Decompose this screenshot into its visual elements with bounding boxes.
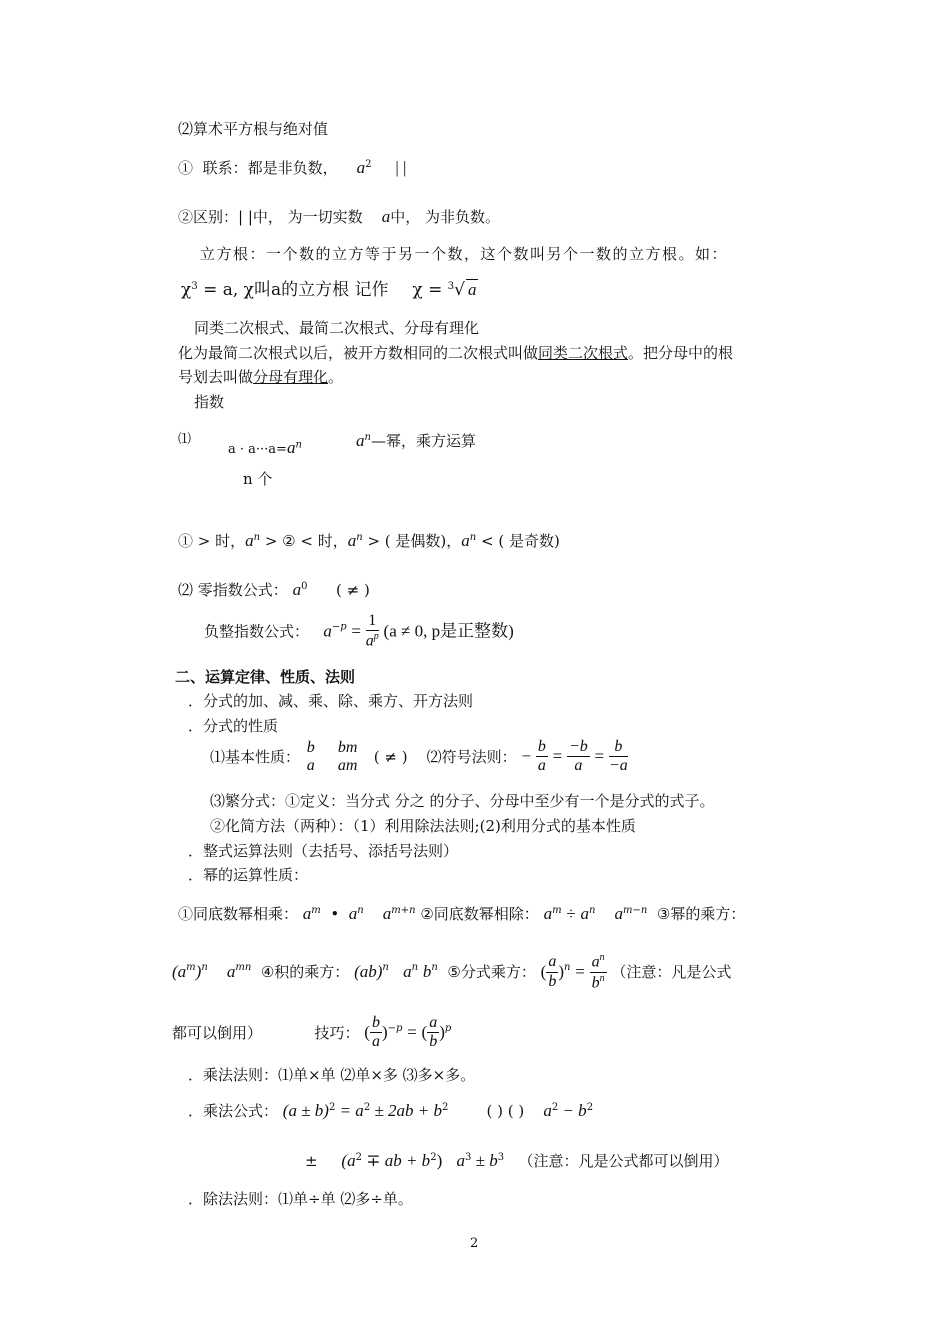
exp: p xyxy=(444,1022,452,1034)
exp: 2 xyxy=(365,159,372,170)
exp: n xyxy=(563,962,571,974)
exp: 2 xyxy=(355,1152,362,1163)
denominator: b xyxy=(591,974,600,992)
basic-cond: ( ≠ ) xyxy=(373,747,408,766)
formula-part: (a xyxy=(341,1151,356,1170)
numerator: a xyxy=(546,953,558,972)
rule-label: ④积的乘方： xyxy=(260,963,350,982)
rule-label: ①同底数幂相乘： xyxy=(178,905,299,923)
product-text: a · a···a= xyxy=(228,442,287,457)
exp: n xyxy=(357,905,364,916)
complex-fraction-def: ⑶繁分式：①定义：当分式 分之 的分子、分母中至少有一个是分式的式子。 xyxy=(210,792,715,810)
arith-sqrt-title: ⑵算术平方根与绝对值 xyxy=(178,120,329,138)
b-var: b xyxy=(422,962,432,982)
simplify-methods: ②化简方法（两种）：（1）利用除法法则;(2)利用分式的基本性质 xyxy=(210,817,636,835)
rule-label: ②同底数幂相除： xyxy=(420,905,539,923)
power-desc-text: —幂，乘方运算 xyxy=(370,432,476,450)
root-index: 3 xyxy=(447,281,455,292)
zero-label: ⑵ 零指数公式： xyxy=(178,581,288,599)
power-base: (a xyxy=(172,962,187,982)
sign-text: ① > 时， xyxy=(178,532,246,550)
formula-part: − b xyxy=(558,1101,587,1120)
equals: = xyxy=(407,1022,417,1042)
chi: χ xyxy=(181,280,192,300)
page-number: 2 xyxy=(470,1236,479,1251)
paren-blanks: ( ) ( ) xyxy=(486,1102,525,1120)
section-heading-2: 二、运算定律、性质、法则 xyxy=(175,668,356,686)
para-text: 号划去叫做 xyxy=(178,368,254,386)
power-desc xyxy=(356,431,476,451)
cube-root-def: 立方根：一个数的立方等于另一个数，这个数叫另个一数的立方根。如： xyxy=(200,245,729,263)
note-text: 都可以倒用） xyxy=(172,1023,263,1042)
para-text: 。 xyxy=(328,368,344,386)
denominator xyxy=(366,631,379,651)
like-radicals-para-2 xyxy=(178,368,343,386)
numerator: a xyxy=(427,1014,439,1033)
paren: ) xyxy=(439,1022,445,1042)
a-var: a xyxy=(356,158,366,177)
note-text: （注意：凡是公式 xyxy=(611,963,732,982)
exp: −p xyxy=(387,1022,403,1034)
exp: mn xyxy=(235,962,252,974)
equals: = xyxy=(552,746,563,766)
like-radicals-title: 同类二次根式、最简二次根式、分母有理化 xyxy=(194,319,480,337)
numerator: −b xyxy=(567,738,590,757)
term-like-radicals: 同类二次根式 xyxy=(538,344,629,362)
exponent-product xyxy=(228,438,302,458)
sign-text: > ② < 时， xyxy=(264,532,348,550)
exp: n xyxy=(201,962,208,974)
a-var: a xyxy=(403,962,412,982)
exp: 2 xyxy=(551,1102,559,1113)
fraction-bm-am xyxy=(336,739,360,776)
denominator: b xyxy=(548,972,557,990)
paren: ) xyxy=(436,1151,443,1170)
rule-label: ③幂的乘方： xyxy=(656,905,746,923)
numerator: a xyxy=(591,953,600,971)
radicand: a xyxy=(467,280,477,299)
exp: n xyxy=(588,905,596,916)
equals: = xyxy=(594,746,605,766)
multiplication-formulas-2 xyxy=(305,1151,728,1171)
denominator: a xyxy=(306,756,315,774)
multiplication-rules: ．乘法法则：⑴单×单 ⑵单×多 ⑶多×多。 xyxy=(188,1066,476,1084)
formula-label: ．乘法公式： xyxy=(188,1102,279,1120)
sign-text: < ( 是奇数) xyxy=(481,532,560,550)
a-var: a xyxy=(461,531,470,550)
exp: n xyxy=(469,532,477,543)
formula-part: = a xyxy=(335,1101,364,1120)
term-rationalize: 分母有理化 xyxy=(253,368,329,386)
fraction-1 xyxy=(536,738,548,776)
pm: ± xyxy=(305,1152,318,1170)
den-var: a xyxy=(365,632,374,650)
fraction-b-a-tip xyxy=(370,1014,382,1052)
like-radicals-para-1 xyxy=(178,344,733,362)
neg-label: 负整指数公式： xyxy=(204,622,310,641)
dot: • xyxy=(330,905,340,923)
division-rules: ．除法法则：⑴单÷单 ⑵多÷单。 xyxy=(188,1190,413,1208)
paren: ) xyxy=(558,962,564,982)
power-rules-line-3 xyxy=(172,1014,451,1052)
a-var: a xyxy=(456,1151,466,1170)
denominator: b xyxy=(429,1033,438,1051)
numerator: b xyxy=(370,1014,382,1033)
multiplication-formulas xyxy=(188,1101,593,1121)
item-power-props: ．幂的运算性质： xyxy=(188,866,309,884)
exp: 0 xyxy=(301,581,308,592)
formula-text: = a, χ叫a的立方根 记作 xyxy=(197,280,389,300)
note-text: （注意：凡是公式都可以倒用） xyxy=(518,1152,729,1170)
abs-bars: | | xyxy=(395,158,407,177)
sign-rule-line xyxy=(178,531,560,551)
denominator: am xyxy=(337,756,358,774)
zero-cond: ( ≠ ) xyxy=(336,581,370,599)
para-text: 。把分母中的根 xyxy=(628,344,734,362)
a-var: a xyxy=(302,904,312,923)
exp: n xyxy=(599,952,605,963)
basic-label: ⑴基本性质： xyxy=(210,747,301,766)
exp: 2 xyxy=(442,1102,449,1113)
power-rules-line-1 xyxy=(178,904,745,924)
fraction-b-a xyxy=(305,739,317,776)
neg-fraction xyxy=(366,612,379,651)
item-polynomial-ops: ．整式运算法则（去括号、添括号法则） xyxy=(188,842,459,860)
negative-exponent-line xyxy=(204,612,514,651)
fraction-a-b-tip xyxy=(427,1014,439,1052)
zero-exponent-line xyxy=(178,580,370,600)
exponent-title: 指数 xyxy=(194,393,225,411)
a-var: a xyxy=(580,904,589,923)
denominator: −a xyxy=(608,757,628,775)
exp: 2 xyxy=(430,1152,437,1163)
a-var: a xyxy=(356,431,365,450)
exp: n xyxy=(411,962,419,974)
exp: 2 xyxy=(363,1102,371,1113)
a-var: a xyxy=(348,904,358,923)
paren: ( xyxy=(540,962,547,982)
exp: −p xyxy=(331,621,347,633)
power-rules-line-2 xyxy=(172,952,731,992)
denominator: a xyxy=(537,757,546,775)
exp: n xyxy=(364,432,371,443)
paren: ( xyxy=(421,1022,428,1042)
a-var: a xyxy=(226,962,236,982)
paren: ( xyxy=(364,1022,370,1042)
minus: − xyxy=(521,746,532,766)
denominator: a xyxy=(574,757,583,775)
exp: m−n xyxy=(623,905,648,916)
numerator: bm xyxy=(337,738,358,756)
a-var: a xyxy=(382,904,392,923)
denominator: a xyxy=(371,1033,380,1051)
exp: m xyxy=(186,962,196,974)
sign-rule-label: ⑵符号法则： xyxy=(426,747,517,766)
a-var: a xyxy=(286,438,296,457)
radical-sign: √ xyxy=(454,280,465,300)
n-count: n 个 xyxy=(243,470,273,488)
relation-label: 联系：都是非负数， xyxy=(202,159,338,177)
difference-line xyxy=(178,207,500,227)
chi-eq: χ = xyxy=(412,280,448,300)
exp: n xyxy=(382,962,389,974)
difference-text: ②区别：| |中， 为一切实数 xyxy=(178,208,363,226)
a-var: a xyxy=(245,531,254,550)
paren: ) xyxy=(381,1022,388,1042)
a-var: a xyxy=(292,580,302,599)
neg-cond: (a ≠ 0, p是正整数) xyxy=(383,621,514,641)
fraction-2 xyxy=(567,738,590,776)
paren: ) xyxy=(195,962,202,982)
a-var: a xyxy=(347,531,357,550)
exp: m+n xyxy=(391,905,416,916)
exp: n xyxy=(599,972,605,984)
para-text: 化为最简二次根式以后，被开方数相同的二次根式叫做 xyxy=(178,344,539,362)
equals: = xyxy=(351,621,361,641)
basic-property-line xyxy=(210,738,628,776)
numerator: b xyxy=(609,738,628,757)
a-var: a xyxy=(323,621,332,641)
numerator: 1 xyxy=(366,612,379,631)
exp: m xyxy=(311,905,321,916)
formula-part: ± 2ab + b xyxy=(370,1101,442,1120)
exp: m xyxy=(552,905,562,916)
fraction-an-bn xyxy=(590,952,607,992)
a-var: a xyxy=(543,1101,552,1120)
formula-part: ± b xyxy=(471,1151,498,1170)
exp: 3 xyxy=(465,1152,472,1163)
sign-text: > ( 是偶数)， xyxy=(367,532,462,550)
relation-line xyxy=(178,158,406,178)
equals: = xyxy=(575,962,585,982)
cube-root-formula xyxy=(181,279,478,300)
item-fraction-props: ．分式的性质 xyxy=(188,717,279,735)
tip-label: 技巧： xyxy=(314,1023,360,1042)
a-var: a xyxy=(614,904,624,923)
numerator: b xyxy=(306,738,315,756)
rule-label: ⑤分式乘方： xyxy=(447,963,536,982)
exp: n xyxy=(431,962,438,974)
a-var: a xyxy=(381,207,391,226)
exp: n xyxy=(356,532,363,543)
product-base: (ab) xyxy=(354,962,383,982)
a-var: a xyxy=(543,904,553,923)
difference-text2: 中， 为非负数。 xyxy=(390,208,501,226)
exp: n xyxy=(295,439,302,451)
exp: n xyxy=(253,532,261,543)
numerator: b xyxy=(536,738,548,757)
exp: 3 xyxy=(497,1152,505,1163)
fraction-a-b xyxy=(546,953,558,991)
exponent-num: ⑴ xyxy=(178,432,192,447)
exp: 2 xyxy=(586,1102,594,1113)
exp: 3 xyxy=(191,281,198,292)
formula-part: ∓ ab + b xyxy=(361,1151,431,1170)
exp: 2 xyxy=(328,1102,336,1113)
item-fraction-ops: ．分式的加、减、乘、除、乘方、开方法则 xyxy=(188,692,474,710)
divide: ÷ xyxy=(566,904,576,923)
fraction-3 xyxy=(609,738,628,776)
relation-num: ① xyxy=(178,159,194,177)
exp: p xyxy=(373,631,379,643)
formula-part: (a ± b) xyxy=(282,1101,329,1120)
